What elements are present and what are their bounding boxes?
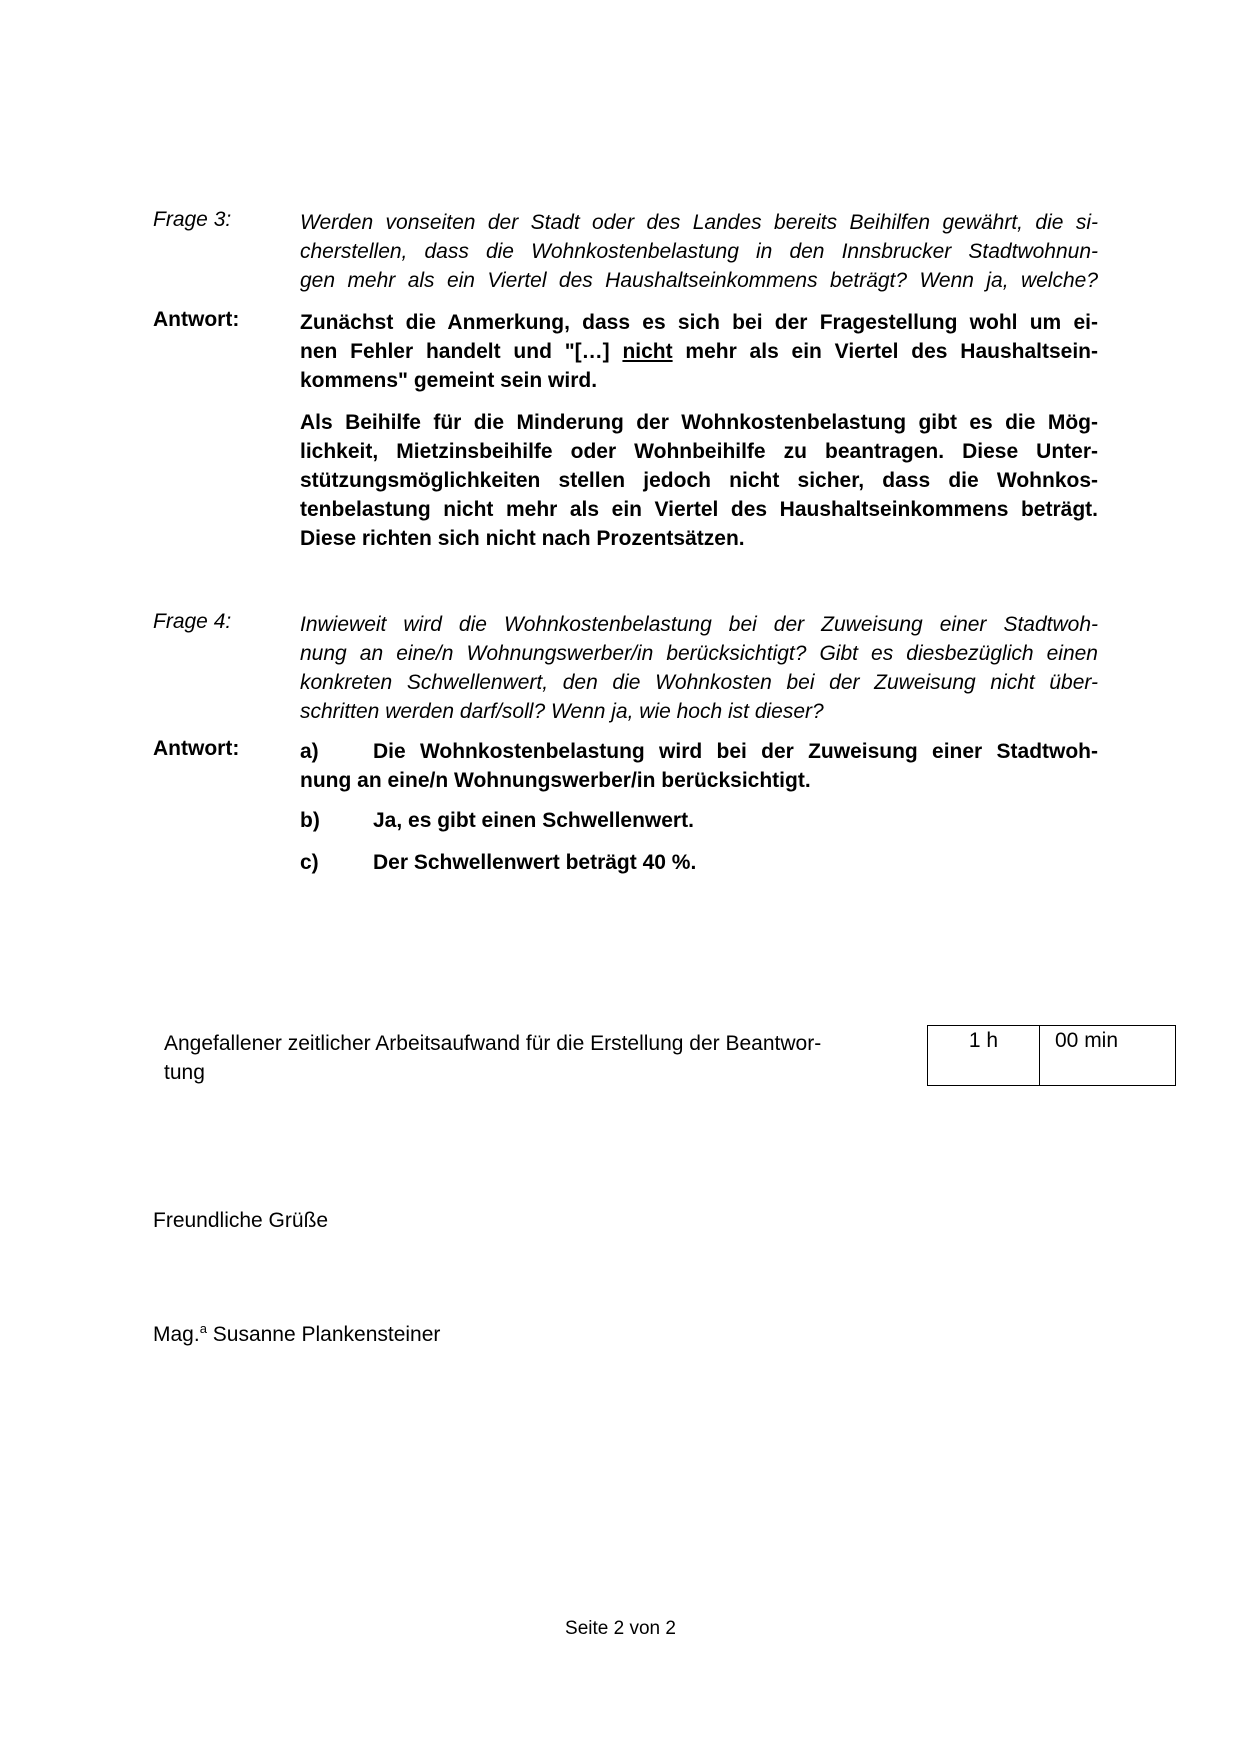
greeting: Freundliche Grüße bbox=[153, 1209, 329, 1232]
answer-3-paragraph-2 bbox=[300, 408, 1098, 553]
answer-3-paragraph-1 bbox=[300, 308, 1098, 395]
page-number: Seite 2 von 2 bbox=[565, 1618, 676, 1639]
answer-4-item-b bbox=[300, 806, 1098, 835]
question-4-line: Inwieweit wird die Wohnkostenbelastung bei der Zuweisung einer Stadtwoh- bbox=[300, 613, 1098, 636]
question-3-label: Frage 3: bbox=[153, 208, 232, 231]
underlined-word: nicht bbox=[622, 340, 673, 363]
answer-4-text: Ja, es gibt einen Schwellenwert. bbox=[373, 809, 694, 832]
question-3-line: Werden vonseiten der Stadt oder des Landes bereits Beihilfen gewährt, die si- bbox=[300, 211, 1098, 234]
question-3-line: cherstellen, dass die Wohnkostenbelastung in den Innsbrucker Stadtwohnun- bbox=[300, 240, 1098, 263]
enum-letter: c) bbox=[300, 851, 319, 874]
question-4-line: schritten werden darf/soll? Wenn ja, wie hoch ist dieser? bbox=[300, 700, 824, 723]
answer-3-line: Zunächst die Anmerkung, dass es sich bei der Fragestellung wohl um ei- bbox=[300, 311, 1098, 334]
answer-3-line: stützungsmöglichkeiten stellen jedoch nicht sicher, dass die Wohnkos- bbox=[300, 469, 1098, 492]
answer-4-text: Der Schwellenwert beträgt 40 %. bbox=[373, 851, 697, 874]
question-3-text bbox=[300, 208, 1098, 295]
answer-3-line: tenbelastung nicht mehr als ein Viertel des Haushaltseinkommens beträgt. bbox=[300, 498, 1098, 521]
answer-4-item-a bbox=[300, 737, 1098, 795]
effort-minutes: 00 min bbox=[1040, 1026, 1176, 1086]
effort-table bbox=[927, 1025, 1176, 1086]
effort-hours: 1 h bbox=[928, 1026, 1040, 1086]
question-3-line: gen mehr als ein Viertel des Haushaltseinkommens beträgt? Wenn ja, welche? bbox=[300, 269, 1098, 292]
question-4-line: nung an eine/n Wohnungswerber/in berücksichtigt? Gibt es diesbezüglich einen bbox=[300, 642, 1098, 665]
effort-label: Angefallener zeitlicher Arbeitsaufwand für die Erstellung der Beantwor- tung bbox=[164, 1032, 822, 1084]
question-4-text bbox=[300, 610, 1098, 726]
signature: Mag.$^a$ Susanne Plankensteiner bbox=[153, 1321, 441, 1346]
answer-4-label: Antwort: bbox=[153, 737, 240, 760]
enum-letter: a) bbox=[300, 740, 319, 763]
enum-letter: b) bbox=[300, 809, 320, 832]
answer-3-label: Antwort: bbox=[153, 308, 240, 331]
answer-3-line: Diese richten sich nicht nach Prozentsätzen. bbox=[300, 527, 745, 550]
answer-3-line: kommens" gemeint sein wird. bbox=[300, 369, 598, 392]
question-4-label: Frage 4: bbox=[153, 610, 232, 633]
answer-4-line: a) Die Wohnkostenbelastung wird bei der Zuweisung einer Stadtwoh- bbox=[300, 737, 1098, 766]
answer-3-line: lichkeit, Mietzinsbeihilfe oder Wohnbeihilfe zu beantragen. Diese Unter- bbox=[300, 440, 1098, 463]
answer-3-line: nen Fehler handelt und "[…] nicht mehr als ein Viertel des Haushaltsein- bbox=[300, 340, 1098, 363]
answer-4-line: nung an eine/n Wohnungswerber/in berücksichtigt. bbox=[300, 769, 811, 792]
answer-4-item-c bbox=[300, 848, 1098, 877]
question-4-line: konkreten Schwellenwert, den die Wohnkosten bei der Zuweisung nicht über- bbox=[300, 671, 1098, 694]
answer-3-line: Als Beihilfe für die Minderung der Wohnkostenbelastung gibt es die Mög- bbox=[300, 411, 1098, 434]
